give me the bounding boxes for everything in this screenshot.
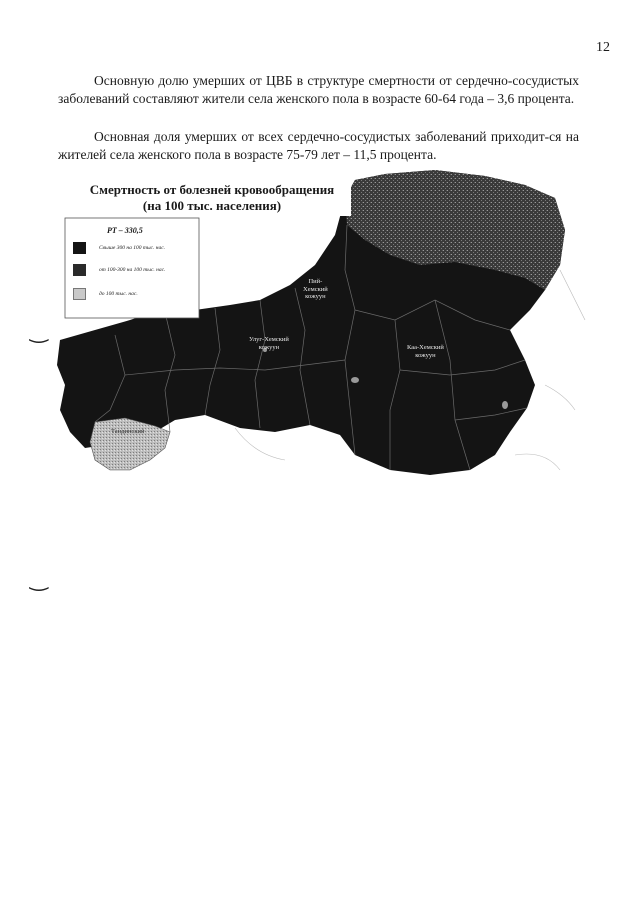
legend-header: РТ – 330,5 (107, 226, 143, 235)
legend-swatch-mid (73, 264, 86, 276)
region-label-ulug-khem (249, 336, 289, 351)
region-label-piy-khem (303, 278, 328, 301)
page-number: 12 (596, 40, 610, 55)
map-legend (67, 220, 197, 316)
legend-item-low (73, 288, 198, 302)
region-label-line: Хемский (303, 285, 328, 293)
region-label-kaa-khem (407, 344, 444, 359)
legend-swatch-high (73, 242, 86, 254)
legend-item-mid (73, 264, 198, 278)
region-label-line: Улуг-Хемский (249, 336, 289, 343)
binding-mark-2: ‿ (30, 566, 48, 591)
region-label-line: Пий- (308, 278, 323, 285)
region-label-line: кожуун (258, 343, 280, 351)
map-title (77, 182, 347, 214)
legend-label-high: Свыше 300 на 100 тыс. нас. (99, 245, 166, 251)
legend-label-mid: от 100-300 на 100 тыс. нас. (99, 267, 166, 273)
region-label-line: кожуун (305, 293, 326, 300)
region-label-line: кожуун (415, 351, 436, 359)
region-label-line: Тандинский (111, 428, 145, 435)
map-title-line-1: Смертность от болезней кровообращения (89, 182, 335, 197)
paragraph-1: Основную долю умерших от ЦВБ в структуре смертности от сердечно-сосудистых заболеваний составляют жители села женского пола в возрасте 60-64 года – 3,6 процента. (58, 73, 579, 106)
legend-item-high (73, 242, 198, 256)
region-label-tandinsky (111, 428, 144, 436)
legend-swatch-low (73, 288, 86, 300)
region-label-line: Каа-Хемский (407, 344, 444, 351)
map-title-line-2: (на 100 тыс. населения) (142, 198, 282, 213)
paragraph-2: Основная доля умерших от всех сердечно-сосудистых заболеваний приходит-ся на жителей села женского пола в возрасте 75-79 лет – 11,5 процента. (58, 129, 579, 162)
legend-label-low: до 100 тыс. нас. (99, 291, 138, 297)
mortality-map-figure (55, 170, 590, 480)
binding-mark-1: ‿ (30, 318, 48, 343)
